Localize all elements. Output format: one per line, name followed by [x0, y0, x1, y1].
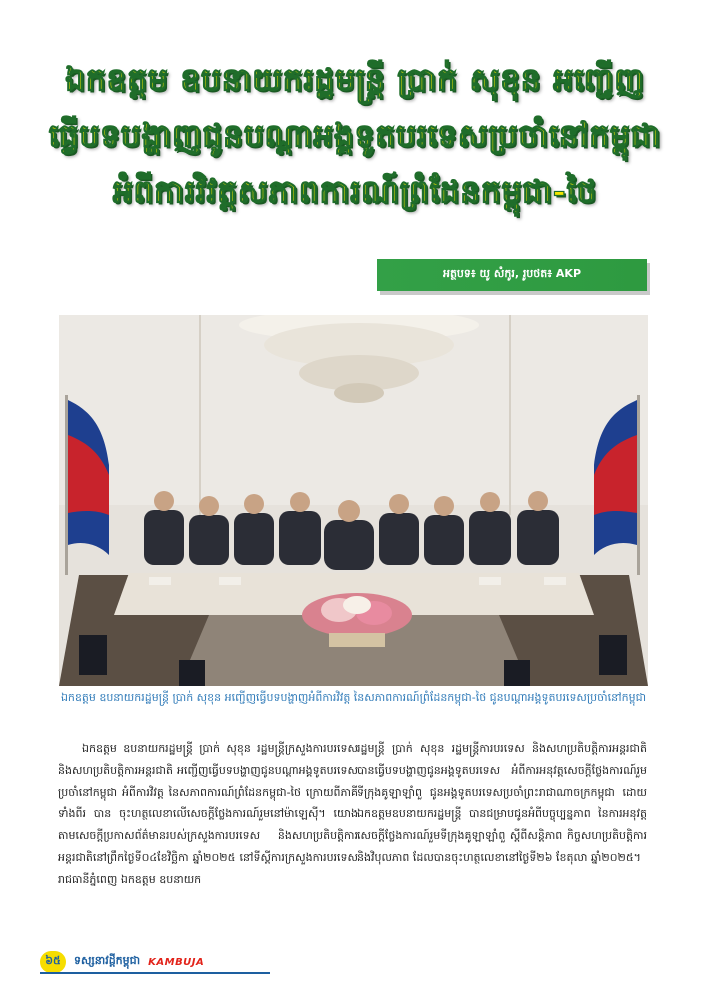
- article-column-right: [357, 738, 647, 869]
- article-title: [40, 52, 670, 220]
- page-number: ៦៥: [40, 951, 66, 973]
- article-paragraph-right: រដ្ឋមន្ត្រី ប្រាក់ សុខុន រដ្ឋមន្ត្រីការបរទេស និងសហប្រតិបត្តិការអន្តរជាតិ បានធ្វើបទបង្ហាញជូនអង្គទូតបរទេស អំពីការអនុវត្តសេចក្តីថ្លែងការណ៍រួម ទីក្រុងគូឡាឡាំពួ ជូនអង្គទូតបរទេសប្រចាំព្រះរាជាណាចក្រកម្ពុជា ដោយឯកឧត្តមឧបនាយករដ្ឋមន្ត្រី បានជម្រាបជូនអំពីបច្ចុប្បន្នភាព នៃការអនុវត្តសេចក្តីថ្លែងការណ៍រួមទីក្រុងគូឡាឡាំពួ ស្តីពីសន្តិភាព កិច្ចសហប្រតិបត្តិការ និងវិបុលភាព ដែលបានចុះហត្ថលេខានៅថ្ងៃទី២៦ ខែតុលា ឆ្នាំ២០២៥។: [357, 742, 647, 864]
- page-footer: [40, 950, 204, 974]
- magazine-name: ទស្សនាវដ្តីកម្ពុជា: [74, 954, 141, 967]
- byline-banner: [377, 259, 647, 291]
- byline-text: អត្ថបទ៖ យូ សំកូរ, រូបថត៖ AKP: [442, 267, 582, 280]
- photo-caption: ឯកឧត្តម ឧបនាយករដ្ឋមន្ត្រី ប្រាក់ សុខុន អញ្ជើញធ្វើបទបង្ហាញអំពីការវិវត្ត នៃសភាពការណ៍ព្រំដែនកម្ពុជា-ថៃ ជូនបណ្តាអង្គទូតបរទេសប្រចាំនៅកម្ពុជា: [60, 691, 647, 704]
- footer-rule: [40, 972, 270, 974]
- article-column-left: [58, 738, 358, 891]
- title-line-1: ឯកឧត្តម ឧបនាយករដ្ឋមន្ត្រី ប្រាក់ សុខុន អញ្ជើញ: [65, 62, 645, 98]
- title-line-3: អំពីការវិវត្តសភាពការណ៍ព្រំដែនកម្ពុជា-ថៃ: [112, 174, 598, 210]
- meeting-photo-illustration: [59, 315, 648, 686]
- title-line-2: ធ្វើបទបង្ហាញជូនបណ្តាអង្គទូតបរទេសប្រចាំនៅកម្ពុជា: [48, 118, 662, 154]
- meeting-photo: [59, 315, 648, 686]
- article-paragraph-left: ឯកឧត្តម ឧបនាយករដ្ឋមន្ត្រី ប្រាក់ សុខុន រដ្ឋមន្ត្រីក្រសួងការបរទេស និងសហប្រតិបត្តិការអន្តរជាតិ អញ្ជើញធ្វើបទបង្ហាញជូនបណ្តាអង្គទូតបរទេសប្រចាំនៅកម្ពុជា អំពីការវិវត្ត នៃសភាពការណ៍ព្រំដែនកម្ពុជា-ថៃ ក្រោយពីភាគីទាំងពីរ បាន ចុះហត្ថលេខាលើសេចក្តីថ្លែងការណ៍រួមនៅម៉ាឡេស៊ី។ យោងតាមសេចក្តីប្រកាសព័ត៌មានរបស់ក្រសួងការបរទេស និងសហប្រតិបត្តិការអន្តរជាតិនៅព្រឹកថ្ងៃទី០៤ខែវិច្ឆិកា ឆ្នាំ២០២៥ នៅទីស្តីការក្រសួងការបរទេសរាជធានីភ្នំពេញ ឯកឧត្តម ឧបនាយក: [58, 742, 358, 886]
- magazine-brand: KAMBUJA: [148, 956, 205, 968]
